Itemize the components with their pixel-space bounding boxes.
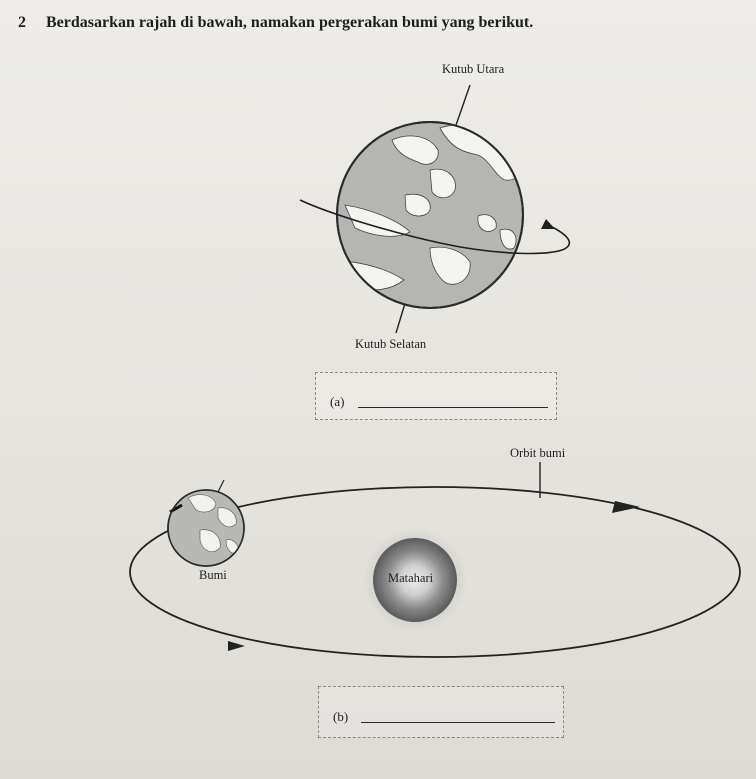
north-axis-line [455, 85, 470, 128]
question-text: Berdasarkan rajah di bawah, namakan pergerakan bumi yang berikut. [46, 14, 534, 31]
revolution-diagram [130, 462, 740, 657]
earth-globe-small [168, 490, 244, 566]
answer-label-b: (b) [333, 709, 349, 724]
south-pole-label: Kutub Selatan [355, 337, 427, 351]
orbit-arrow-head-top [612, 501, 640, 513]
answer-label-a: (a) [330, 394, 345, 409]
orbit-label: Orbit bumi [510, 446, 566, 460]
answer-box-b [318, 686, 564, 738]
rotation-diagram [300, 85, 569, 333]
orbit-arrow-head-bottom [228, 641, 245, 651]
question-number: 2 [18, 14, 26, 31]
sun-label: Matahari [388, 571, 434, 585]
rotation-arrow-head [541, 219, 555, 229]
earth-label: Bumi [199, 568, 227, 582]
answer-box-a [315, 372, 557, 420]
small-earth-axis [218, 480, 224, 492]
north-pole-label: Kutub Utara [442, 62, 505, 76]
earth-globe-large [335, 122, 523, 308]
answer-line-a[interactable] [358, 407, 548, 408]
answer-line-b[interactable] [361, 722, 555, 723]
